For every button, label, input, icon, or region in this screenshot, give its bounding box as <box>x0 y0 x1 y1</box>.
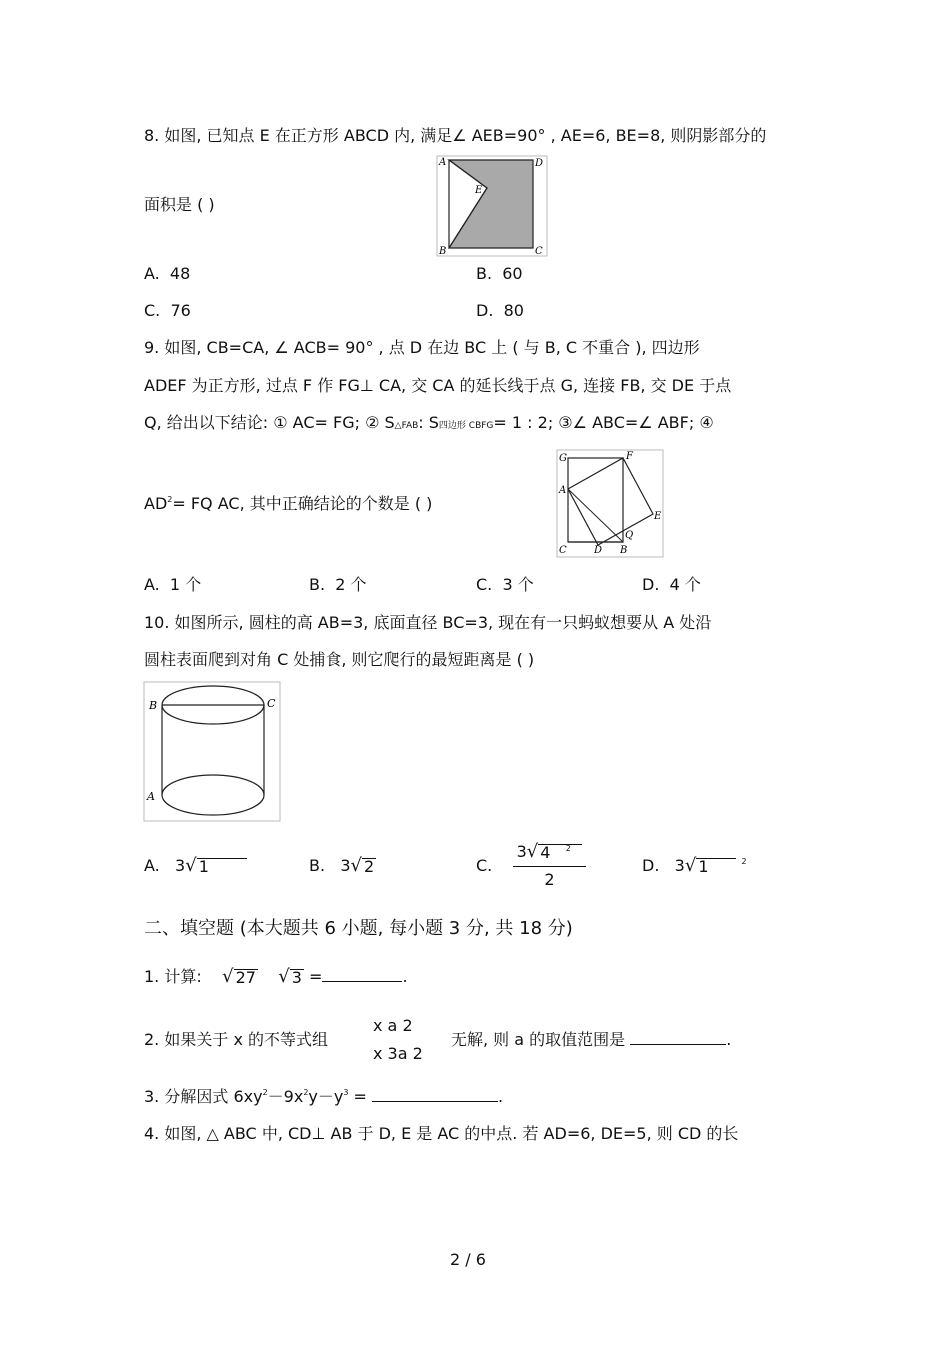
q9-label-e: E <box>654 511 662 522</box>
q9-label-a: A <box>559 485 567 496</box>
q10-label-b: B <box>149 699 158 712</box>
q9-option-c: C. 3 个 <box>476 575 534 594</box>
q9-line2: ADEF 为正方形, 过点 F 作 FG⊥ CA, 交 CA 的延长线于点 G, 连接 FB, 交 DE 于点 <box>144 376 732 395</box>
q9-option-b: B. 2 个 <box>309 575 367 594</box>
q10-option-d: D. 3 √ 1 $^2$ <box>642 855 747 876</box>
section-heading: 二、填空题 (本大题共 6 小题, 每小题 3 分, 共 18 分) <box>144 918 573 939</box>
q9-figure <box>556 449 664 558</box>
fill2-system-row-2: x 3a 2 <box>373 1044 423 1063</box>
q10-option-c: C. 3 √ 4 $^2$ 2 <box>476 843 586 889</box>
fill-question-4: 4. 如图, △ ABC 中, CD⊥ AB 于 D, E 是 AC 的中点. 若 AD=6, DE=5, 则 CD 的长 <box>144 1124 739 1143</box>
q9-line1: 9. 如图, CB=CA, ∠ ACB= 90° , 点 D 在边 BC 上 ( 与 B, C 不重合 ), 四边形 <box>144 338 700 357</box>
q8-figure <box>436 155 548 257</box>
q9-option-a: A. 1 个 <box>144 575 202 594</box>
fill-question-3: 3. 分解因式 $6xy^2-9x^2y-y^3$ = . <box>144 1087 504 1106</box>
q8-label-c: C <box>535 246 543 257</box>
q10-label-c: C <box>267 697 276 710</box>
q9-label-q: Q <box>625 530 634 541</box>
q8-line2: 面积是 ( ) <box>144 195 215 214</box>
q9-line4: $AD^2=$ FQ AC, 其中正确结论的个数是 ( ) <box>144 494 433 513</box>
q8-option-d: D. 80 <box>476 301 524 320</box>
q8-option-b: B. 60 <box>476 264 523 283</box>
q9-label-d: D <box>594 545 603 556</box>
q10-label-a: A <box>147 790 155 803</box>
q10-line1: 10. 如图所示, 圆柱的高 AB=3, 底面直径 BC=3, 现在有一只蚂蚁想要从 A 处沿 <box>144 613 712 632</box>
q9-label-c: C <box>559 545 567 556</box>
fill-question-1: 1. 计算: √ 27 √ 3 = . <box>144 966 408 987</box>
fill2-answer-blank[interactable] <box>630 1030 726 1045</box>
fill-question-2-suffix: 无解, 则 a 的取值范围是 . <box>451 1030 732 1049</box>
q10-figure <box>143 681 281 822</box>
q9-label-f: F <box>626 451 633 462</box>
fill3-answer-blank[interactable] <box>372 1087 498 1102</box>
fill1-answer-blank[interactable] <box>322 967 402 982</box>
fill-question-2-prefix: 2. 如果关于 x 的不等式组 <box>144 1030 328 1049</box>
q8-label-e: E <box>475 185 483 196</box>
q9-label-g: G <box>559 453 567 464</box>
q8-option-a: A. 48 <box>144 264 191 283</box>
q9-label-b: B <box>620 545 628 556</box>
q10-option-b: B. 3 √ 2 <box>309 855 375 876</box>
q8-label-a: A <box>439 157 447 168</box>
q9-line3: Q, 给出以下结论: ① AC= FG; ② S△FAB: S四边形 CBFG= 1 : 2; ③∠ ABC=∠ ABF; ④ <box>144 413 714 432</box>
fill2-system-row-1: x a 2 <box>373 1016 413 1035</box>
q10-option-a: A. 3 √ 1 <box>144 856 247 876</box>
q10-line2: 圆柱表面爬到对角 C 处捕食, 则它爬行的最短距离是 ( ) <box>144 650 535 669</box>
q9-option-d: D. 4 个 <box>642 575 701 594</box>
page-number: 2 / 6 <box>450 1250 486 1269</box>
q8-line1: 8. 如图, 已知点 E 在正方形 ABCD 内, 满足∠ AEB=90° , AE=6, BE=8, 则阴影部分的 <box>144 126 767 145</box>
q8-label-d: D <box>535 158 544 169</box>
q8-option-c: C. 76 <box>144 301 191 320</box>
q8-label-b: B <box>439 246 447 257</box>
